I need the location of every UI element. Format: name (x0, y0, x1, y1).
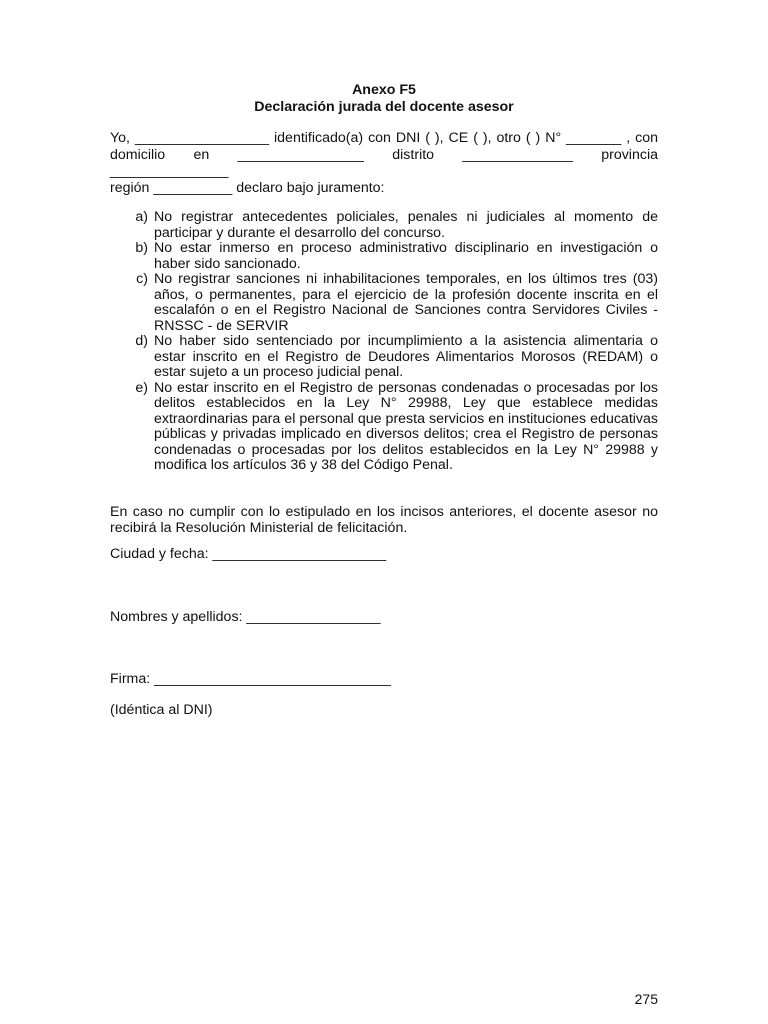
item-marker: a) (135, 209, 148, 225)
declaration-list (110, 210, 658, 474)
page-number: 275 (634, 991, 658, 1007)
item-marker: c) (136, 271, 148, 287)
annex-title: Anexo F5 (352, 82, 416, 98)
item-text: No registrar sanciones ni inhabilitaciones temporales, en los últimos tres (03) años, o permanentes, para el ejercicio de la profesión docente inscrita en el escalafón o en el Registro Nacional de Sanciones contra Servidores Civiles - RNSSC - de SERVIR (154, 271, 658, 334)
list-item (110, 334, 658, 381)
list-item (110, 272, 658, 334)
document-body (110, 82, 658, 718)
document-heading: Declaración jurada del docente asesor (254, 99, 514, 115)
signature-note: (Idéntica al DNI) (110, 702, 213, 718)
item-marker: b) (135, 240, 148, 256)
item-marker: d) (135, 333, 148, 349)
item-text: No estar inscrito en el Registro de personas condenadas o procesadas por los delitos establecidos en la Ley N° 29988, Ley que establece medidas extraordinarias para el personal que presta servicios en instituciones educativas públicas y privadas implicado en diversos delitos; crea el Registro de personas condenadas o procesadas por los delitos establecidos en la Ley N° 29988 y modifica los artículos 36 y 38 del Código Penal. (154, 379, 658, 473)
closing-paragraph: En caso no cumplir con lo estipulado en los incisos anteriores, el docente asesor no recibirá la Resolución Ministerial de felicitación. (110, 503, 658, 536)
list-item (110, 241, 658, 272)
item-text: No haber sido sentenciado por incumplimiento a la asistencia alimentaria o estar inscrito en el Registro de Deudores Alimentarios Morosos (REDAM) o estar sujeto a un proceso judicial penal. (154, 333, 658, 380)
city-date-field: Ciudad y fecha: ______________________ (110, 546, 387, 562)
names-field: Nombres y apellidos: _________________ (110, 609, 381, 625)
list-item (110, 381, 658, 474)
list-item (110, 210, 658, 241)
intro-line: domicilio en ________________ distrito ______________ provincia _______________ (110, 146, 658, 179)
item-text: No registrar antecedentes policiales, penales ni judiciales al momento de participar y durante el desarrollo del concurso. (154, 209, 658, 241)
intro-paragraph (110, 130, 658, 196)
signature-field: Firma: ______________________________ (110, 671, 391, 687)
intro-line: región __________ declaro bajo juramento: (110, 179, 385, 196)
intro-line: Yo, _________________ identificado(a) con DNI ( ), CE ( ), otro ( ) N° _______ , con (110, 130, 658, 146)
item-text: No estar inmerso en proceso administrativo disciplinario en investigación o haber sido sancionado. (154, 240, 658, 272)
item-marker: e) (135, 379, 148, 396)
